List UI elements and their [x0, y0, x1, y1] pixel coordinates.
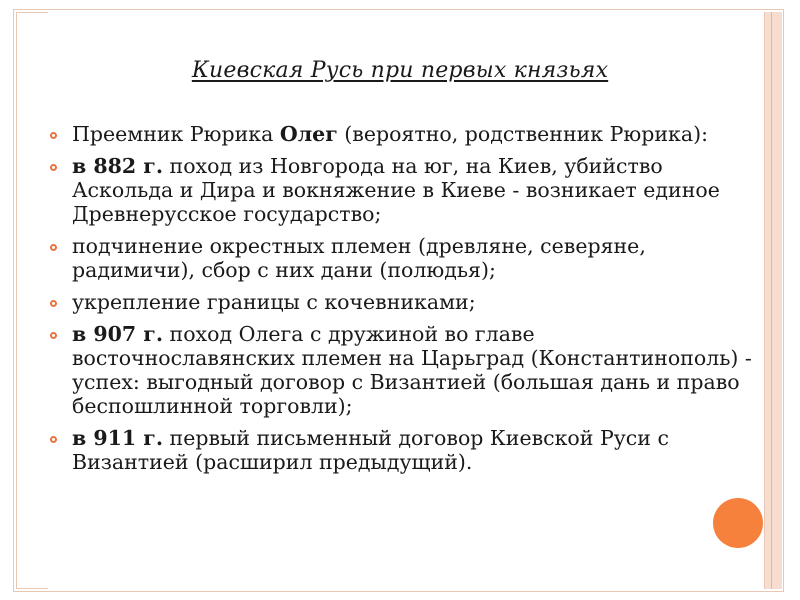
- bullet-text-bold: Олег: [279, 122, 338, 146]
- bullet-item: [50, 426, 755, 474]
- bullet-item: [50, 122, 755, 146]
- slide-title: Киевская Русь при первых князьях: [191, 58, 609, 83]
- bullet-circle-icon: [50, 132, 57, 139]
- bullet-text-part: поход Олега с дружиной во главе восточнославянских племен на Царьград (Константинополь) - успех: выгодный договор с Византией (большая дань и право беспошлинной торговли);: [72, 322, 752, 418]
- bullet-item: [50, 322, 755, 418]
- stripe-inner-line: [771, 12, 772, 589]
- bullet-text-bold: в 911 г.: [72, 426, 164, 450]
- bullet-circle-icon: [50, 300, 57, 307]
- bullet-text-part: (вероятно, родственник Рюрика):: [337, 122, 708, 146]
- bullet-text-part: укрепление границы с кочевниками;: [72, 290, 476, 314]
- bullet-item: [50, 234, 755, 282]
- bullet-circle-icon: [50, 244, 57, 251]
- bullet-text-part: подчинение окрестных племен (древляне, северяне, радимичи), сбор с них дани (полюдья);: [72, 234, 646, 282]
- bullet-text-bold: в 907 г.: [72, 322, 164, 346]
- bullet-item: [50, 154, 755, 226]
- bullet-list: [50, 122, 755, 482]
- bullet-item: [50, 290, 755, 314]
- bullet-text-part: поход из Новгорода на юг, на Киев, убийство Аскольда и Дира и вокняжение в Киеве - возникает единое Древнерусское государство;: [72, 154, 720, 226]
- decorative-orange-circle: [713, 498, 763, 548]
- bullet-text-part: первый письменный договор Киевской Руси с Византией (расширил предыдущий).: [72, 426, 669, 474]
- slide-frame-left-band: [16, 12, 48, 589]
- bullet-text-part: Преемник Рюрика: [72, 122, 280, 146]
- slide-right-stripe: [764, 12, 782, 589]
- bullet-circle-icon: [50, 332, 57, 339]
- bullet-circle-icon: [50, 436, 57, 443]
- bullet-circle-icon: [50, 164, 57, 171]
- bullet-text-bold: в 882 г.: [72, 154, 164, 178]
